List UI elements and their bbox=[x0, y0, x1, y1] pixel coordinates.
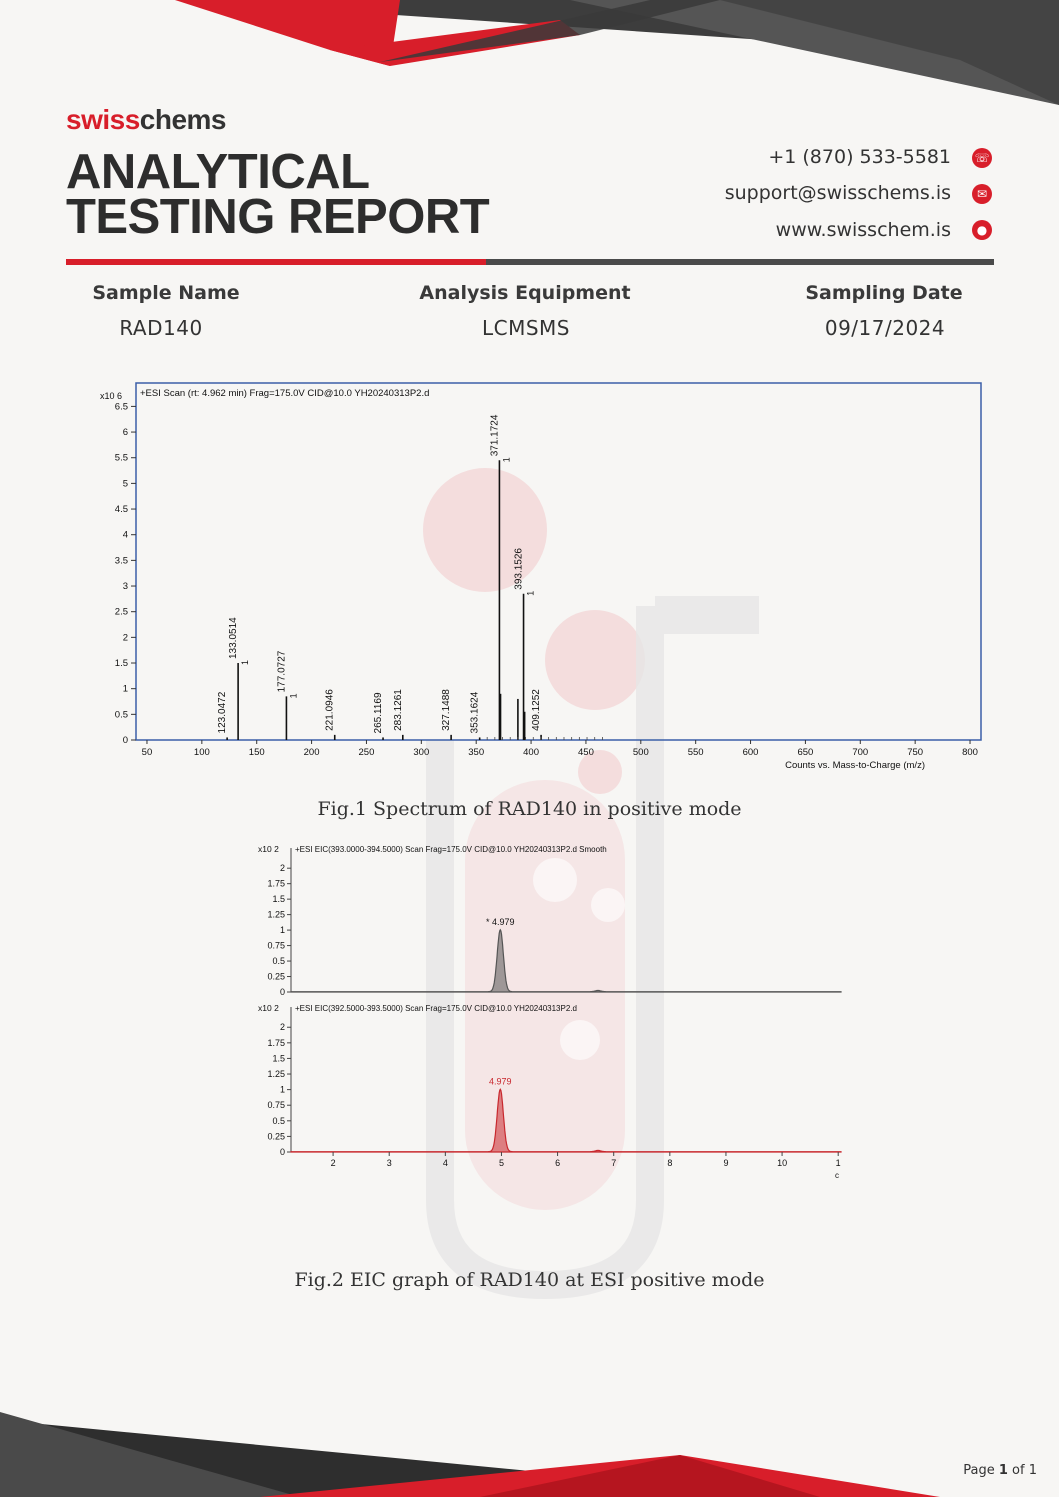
eic-x-tick-label: 5 bbox=[498, 1158, 504, 1168]
spectrum-peak-label: 221.0946 bbox=[324, 689, 336, 731]
eic-bottom-y-tick-label: 1.25 bbox=[267, 1069, 285, 1080]
eic-bottom-y-tick-label: 0.25 bbox=[267, 1131, 285, 1142]
spectrum-x-tick-label: 250 bbox=[358, 747, 375, 758]
spectrum-x-tick-label: 500 bbox=[632, 747, 649, 758]
spectrum-y-scale: x10 6 bbox=[100, 391, 123, 401]
spectrum-x-tick-label: 50 bbox=[141, 747, 153, 758]
spectrum-x-tick-label: 350 bbox=[468, 747, 485, 758]
eic-top-y-tick-label: 0.5 bbox=[272, 956, 285, 967]
eic-x-tick-label: 10 bbox=[777, 1158, 788, 1168]
eic-bottom-trace bbox=[291, 1089, 841, 1152]
spectrum-x-tick-label: 100 bbox=[193, 747, 210, 758]
spectrum-x-tick-label: 150 bbox=[248, 747, 265, 758]
page-of: of bbox=[1012, 1463, 1025, 1478]
eic-top-peak-label: * 4.979 bbox=[486, 917, 515, 928]
eic-bottom-y-scale: x10 2 bbox=[258, 1003, 279, 1013]
spectrum-peak-label: 371.1724 bbox=[489, 414, 501, 457]
spectrum-peak-label: 265.1169 bbox=[373, 692, 385, 734]
mail-icon: ✉ bbox=[972, 184, 992, 204]
spectrum-y-tick-label: 1.5 bbox=[114, 658, 128, 670]
equipment-value: LCMSMS bbox=[481, 316, 570, 340]
sampling-date-value: 09/17/2024 bbox=[824, 316, 946, 340]
phone-icon: ☏ bbox=[972, 148, 992, 168]
spectrum-y-tick-label: 6.5 bbox=[114, 401, 128, 413]
page-total: 1 bbox=[1028, 1463, 1037, 1478]
spectrum-y-tick-label: 0 bbox=[122, 735, 128, 746]
eic-top-y-scale: x10 2 bbox=[258, 844, 279, 854]
logo-part-chems: chems bbox=[139, 104, 226, 135]
eic-top-trace bbox=[291, 930, 841, 992]
spectrum-peak-label: 353.1624 bbox=[469, 691, 481, 734]
spectrum-y-tick-label: 6 bbox=[122, 427, 128, 439]
spectrum-y-tick-label: 3 bbox=[122, 581, 128, 593]
spectrum-x-tick-label: 700 bbox=[852, 747, 869, 758]
equipment-label: Analysis Equipment bbox=[419, 282, 631, 304]
eic-top-y-tick-label: 0.75 bbox=[267, 940, 285, 951]
eic-x-tick-label: 3 bbox=[386, 1158, 392, 1168]
spectrum-peak-label: 133.0514 bbox=[228, 617, 240, 660]
spectrum-peak-label: 283.1261 bbox=[392, 689, 404, 731]
spectrum-x-tick-label: 400 bbox=[523, 747, 539, 758]
eic-top-y-tick-label: 0 bbox=[279, 987, 285, 997]
eic-bottom-y-tick-label: 1.75 bbox=[267, 1037, 285, 1048]
eic-top-title: +ESI EIC(393.0000-394.5000) Scan Frag=175.0V CID@10.0 YH20240313P2.d Smooth bbox=[295, 845, 607, 854]
spectrum-peak-charge: 1 bbox=[288, 693, 299, 699]
logo-part-swiss: swiss bbox=[66, 104, 140, 135]
eic-x-axis-label: c bbox=[835, 1171, 839, 1180]
spectrum-title: +ESI Scan (rt: 4.962 min) Frag=175.0V CID@10.0 YH20240313P2.d bbox=[140, 388, 430, 399]
sample-name-label: Sample Name bbox=[92, 282, 240, 304]
spectrum-peak-charge: 1 bbox=[501, 457, 512, 463]
contact-website: www.swisschem.is bbox=[775, 219, 951, 241]
contact-email: support@swisschems.is bbox=[724, 182, 951, 204]
contact-phone: +1 (870) 533-5581 bbox=[768, 146, 951, 168]
spectrum-x-tick-label: 450 bbox=[578, 747, 594, 758]
globe-icon: ● bbox=[972, 220, 992, 240]
report-title-line1: ANALYTICAL bbox=[66, 145, 370, 199]
spectrum-peak-label: 409.1252 bbox=[531, 689, 543, 731]
spectrum-y-tick-label: 4.5 bbox=[114, 504, 128, 516]
eic-x-tick-label: 9 bbox=[723, 1158, 729, 1168]
sampling-date-label: Sampling Date bbox=[805, 282, 963, 304]
eic-chart bbox=[0, 840, 1059, 1190]
page-number bbox=[963, 1463, 1037, 1478]
spectrum-plot-frame bbox=[136, 383, 981, 740]
spectrum-y-tick-label: 4 bbox=[122, 529, 128, 541]
spectrum-x-tick-label: 200 bbox=[303, 747, 320, 758]
spectrum-x-tick-label: 750 bbox=[907, 747, 924, 758]
eic-x-tick-label: 1 bbox=[835, 1158, 841, 1168]
spectrum-y-tick-label: 1 bbox=[122, 683, 128, 695]
eic-top-y-tick-label: 0.25 bbox=[267, 971, 285, 982]
spectrum-y-tick-label: 2 bbox=[122, 632, 128, 644]
spectrum-x-tick-label: 800 bbox=[962, 747, 978, 758]
spectrum-y-tick-label: 5.5 bbox=[114, 452, 128, 464]
eic-top-y-tick-label: 1.25 bbox=[267, 909, 285, 920]
spectrum-x-tick-label: 600 bbox=[742, 747, 759, 758]
eic-bottom-y-tick-label: 0 bbox=[279, 1147, 285, 1157]
fig1-caption: Fig.1 Spectrum of RAD140 in positive mode bbox=[317, 798, 742, 820]
eic-x-tick-label: 2 bbox=[330, 1158, 336, 1168]
spectrum-x-axis-label: Counts vs. Mass-to-Charge (m/z) bbox=[785, 760, 925, 771]
eic-bottom-y-tick-label: 1.5 bbox=[272, 1053, 285, 1064]
eic-x-tick-label: 8 bbox=[667, 1158, 673, 1168]
eic-bottom-y-tick-label: 2 bbox=[279, 1022, 285, 1033]
eic-bottom-y-tick-label: 0.75 bbox=[267, 1100, 285, 1111]
eic-top-y-tick-label: 1.5 bbox=[272, 894, 285, 905]
spectrum-x-tick-label: 550 bbox=[687, 747, 704, 758]
spectrum-y-tick-label: 3.5 bbox=[114, 555, 128, 567]
sample-name-value: RAD140 bbox=[119, 316, 203, 340]
spectrum-y-tick-label: 2.5 bbox=[114, 606, 128, 618]
eic-bottom-y-tick-label: 0.5 bbox=[272, 1115, 285, 1126]
spectrum-peak-label: 177.0727 bbox=[276, 650, 288, 693]
spectrum-peak-charge: 1 bbox=[525, 590, 536, 596]
spectrum-x-tick-label: 300 bbox=[413, 747, 430, 758]
spectrum-y-tick-label: 0.5 bbox=[114, 709, 128, 721]
eic-bottom-title: +ESI EIC(392.5000-393.5000) Scan Frag=175.0V CID@10.0 YH20240313P2.d bbox=[295, 1004, 577, 1013]
eic-x-tick-label: 4 bbox=[442, 1158, 448, 1168]
spectrum-y-tick-label: 5 bbox=[122, 478, 128, 490]
spectrum-x-tick-label: 650 bbox=[797, 747, 814, 758]
page-current: 1 bbox=[998, 1463, 1008, 1478]
eic-bottom-peak-label: 4.979 bbox=[489, 1076, 512, 1087]
eic-top-y-tick-label: 1.75 bbox=[267, 878, 285, 889]
eic-bottom-y-tick-label: 1 bbox=[279, 1084, 285, 1095]
eic-top-y-tick-label: 1 bbox=[279, 925, 285, 936]
fig2-caption: Fig.2 EIC graph of RAD140 at ESI positive mode bbox=[294, 1269, 765, 1291]
spectrum-peak-label: 123.0472 bbox=[217, 691, 229, 734]
page-prefix: Page bbox=[963, 1463, 995, 1478]
spectrum-peak-charge: 1 bbox=[240, 659, 251, 666]
spectrum-peak-label: 327.1488 bbox=[441, 689, 453, 731]
eic-x-tick-label: 7 bbox=[611, 1158, 617, 1168]
eic-x-tick-label: 6 bbox=[555, 1158, 561, 1168]
spectrum-peak-label: 393.1526 bbox=[513, 548, 525, 590]
report-title-line2: TESTING REPORT bbox=[66, 190, 490, 244]
eic-top-y-tick-label: 2 bbox=[279, 863, 285, 874]
